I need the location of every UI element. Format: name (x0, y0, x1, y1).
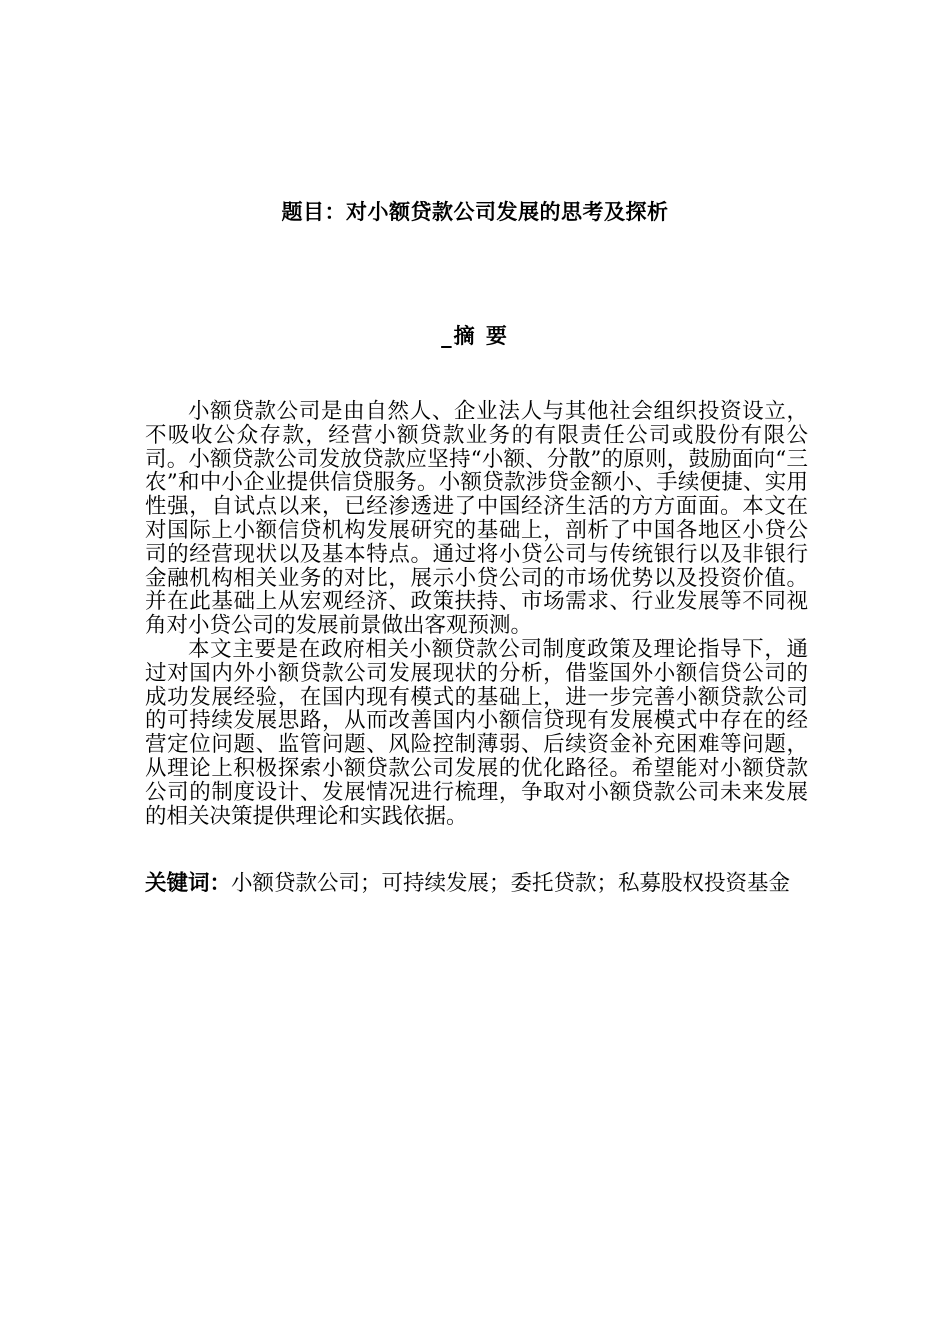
keywords-text: 小额贷款公司；可持续发展；委托贷款；私募股权投资基金 (231, 871, 791, 896)
keywords-line (145, 872, 808, 896)
keywords-label: 关键词： (145, 871, 232, 896)
abstract-paragraph-1: 小额贷款公司是由自然人、企业法人与其他社会组织投资设立，不吸收公众存款，经营小额贷款业务的有限责任公司或股份有限公司。小额贷款公司发放贷款应坚持“小额、分散”的原则，鼓励面向“三农”和中小企业提供信贷服务。小额贷款涉贷金额小、手续便捷、实用性强，自试点以来，已经渗透进了中国经济生活的方方面面。本文在对国际上小额信贷机构发展研究的基础上，剖析了中国各地区小贷公司的经营现状以及基本特点。通过将小贷公司与传统银行以及非银行金融机构相关业务的对比，展示小贷公司的市场优势以及投资价值。并在此基础上从宏观经济、政策扶持、市场需求、行业发展等不同视角对小贷公司的发展前景做出客观预测。 (145, 399, 808, 639)
abstract-body (145, 400, 808, 828)
abstract-paragraph-2: 本文主要是在政府相关小额贷款公司制度政策及理论指导下，通过对国内外小额贷款公司发展现状的分析，借鉴国外小额信贷公司的成功发展经验，在国内现有模式的基础上，进一步完善小额贷款公司的可持续发展思路，从而改善国内小额信贷现有发展模式中存在的经营定位问题、监管问题、风险控制薄弱、后续资金补充困难等问题，从理论上积极探索小额贷款公司发展的优化路径。希望能对小额贷款公司的制度设计、发展情况进行梳理，争取对小额贷款公司未来发展的相关决策提供理论和实践依据。 (145, 636, 808, 829)
abstract-heading: _摘 要 (441, 324, 509, 348)
page-title: 题目：对小额贷款公司发展的思考及探析 (281, 200, 669, 224)
